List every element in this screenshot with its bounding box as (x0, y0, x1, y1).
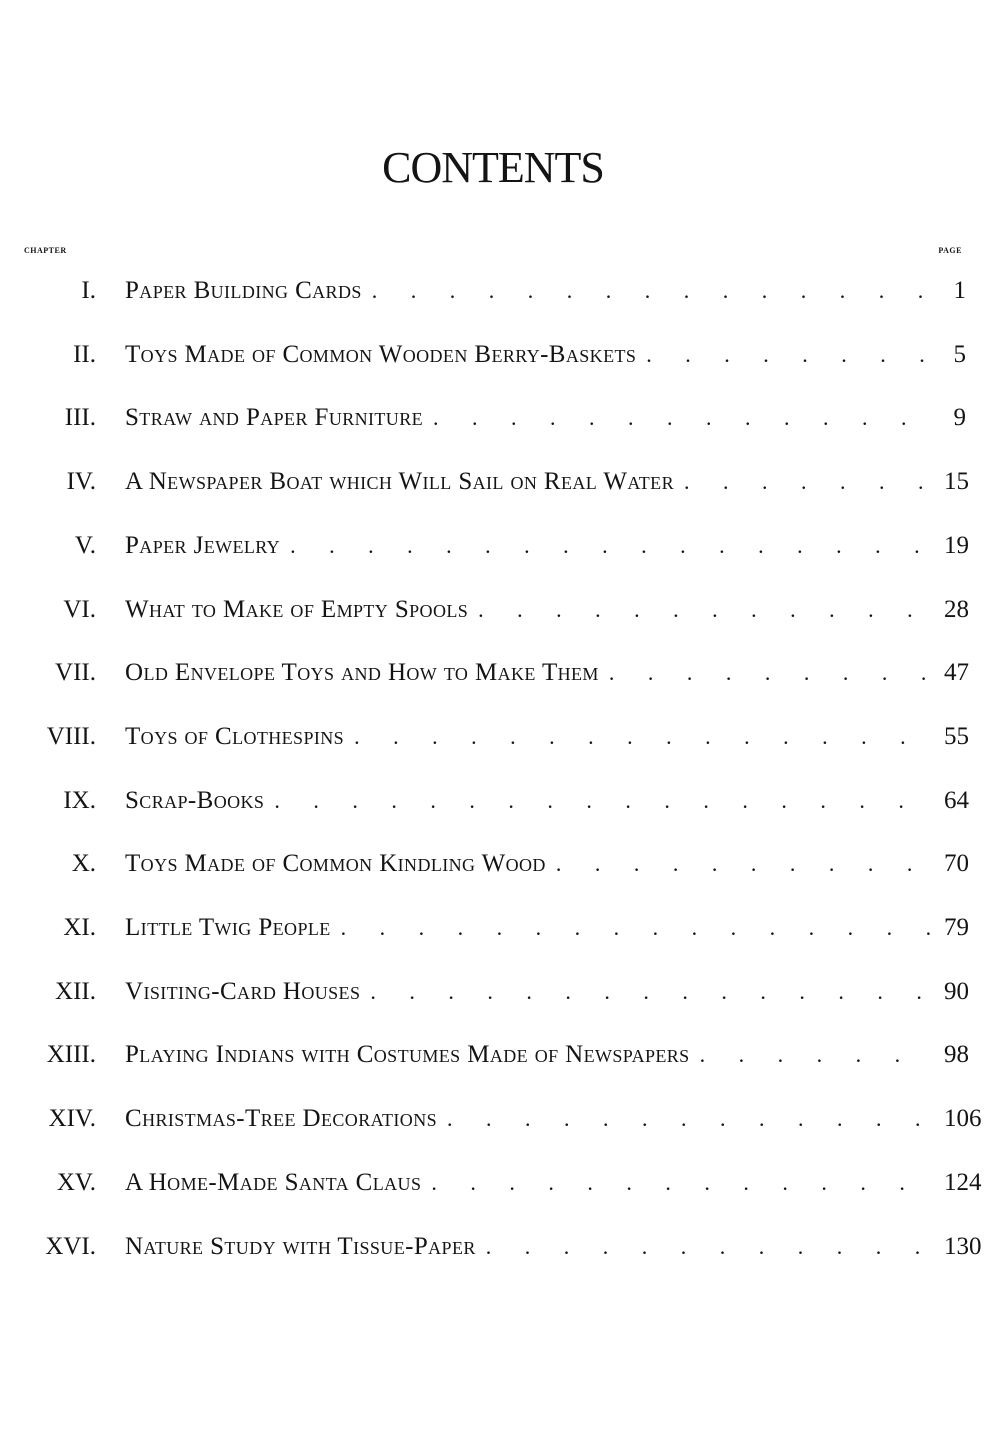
chapter-column-header: chapter (24, 242, 67, 256)
page-number: 19 (944, 531, 969, 559)
page-number: 130 (944, 1232, 982, 1260)
toc-entry-line (125, 781, 969, 821)
toc-entry (0, 1035, 1000, 1075)
dot-leader (609, 653, 934, 693)
chapter-number: VI. (63, 595, 96, 623)
toc-entry-line (125, 1099, 982, 1139)
toc-entry-line (125, 398, 966, 438)
dot-leader (372, 271, 934, 311)
chapter-number: XIII. (46, 1041, 96, 1069)
page-column-header: page (938, 242, 962, 256)
page-title: CONTENTS (382, 143, 604, 192)
chapter-title: Nature Study with Tissue-Paper (125, 1232, 476, 1260)
toc-entry-line (125, 1035, 969, 1075)
chapter-title: Toys of Clothespins (125, 722, 345, 750)
toc-entry-line (125, 717, 969, 757)
toc-entry (0, 908, 1000, 948)
toc-entry (0, 462, 1000, 502)
page-number: 106 (944, 1105, 982, 1133)
toc-entry (0, 526, 1000, 566)
page-number: 55 (944, 722, 969, 750)
chapter-title: Straw and Paper Furniture (125, 404, 424, 432)
chapter-title: A Home-Made Santa Claus (125, 1168, 422, 1196)
toc-entry-line (125, 462, 969, 502)
page-number: 47 (944, 659, 969, 687)
toc-entry-line (125, 972, 969, 1012)
chapter-title: Visiting-Card Houses (125, 977, 361, 1005)
chapter-number: XV. (56, 1168, 96, 1196)
toc-entry (0, 1227, 1000, 1267)
page-number: 9 (953, 404, 966, 432)
toc-entry (0, 398, 1000, 438)
chapter-title: A Newspaper Boat which Will Sail on Real Water (125, 468, 674, 496)
chapter-number: XIV. (48, 1105, 96, 1133)
chapter-number: VIII. (46, 722, 96, 750)
toc-entry (0, 653, 1000, 693)
chapter-number: X. (71, 850, 96, 878)
toc-entry (0, 271, 1000, 311)
page-number: 90 (944, 977, 969, 1005)
chapter-number: V. (74, 531, 96, 559)
chapter-title: What to Make of Empty Spools (125, 595, 469, 623)
toc-entry (0, 1163, 1000, 1203)
toc-entry-line (125, 526, 969, 566)
dot-leader (486, 1227, 934, 1267)
toc-entry (0, 1099, 1000, 1139)
toc-entry (0, 781, 1000, 821)
chapter-number: XI. (63, 914, 96, 941)
toc-entry-line (125, 844, 969, 884)
chapter-title: Toys Made of Common Kindling Wood (125, 850, 546, 878)
chapter-number: II. (73, 340, 96, 368)
chapter-title: Toys Made of Common Wooden Berry-Baskets (125, 340, 637, 368)
dot-leader (341, 908, 934, 948)
chapter-title: Little Twig People (125, 914, 331, 941)
page-number: 5 (953, 340, 966, 368)
dot-leader (478, 590, 934, 630)
chapter-title: Old Envelope Toys and How to Make Them (125, 659, 599, 687)
chapter-title: Paper Building Cards (125, 277, 362, 304)
dot-leader (646, 335, 934, 375)
chapter-number: XII. (55, 977, 96, 1005)
dot-leader (431, 1163, 934, 1203)
chapter-title: Paper Jewelry (125, 531, 281, 559)
dot-leader (290, 526, 934, 566)
dot-leader (447, 1099, 934, 1139)
toc-entry-line (125, 590, 969, 630)
dot-leader (354, 717, 934, 757)
dot-leader (700, 1035, 934, 1075)
chapter-number: VII. (55, 659, 96, 687)
dot-leader (556, 844, 934, 884)
chapter-number: III. (64, 404, 96, 432)
page-number: 98 (944, 1041, 969, 1069)
toc-entry-line (125, 271, 966, 311)
toc-entry (0, 590, 1000, 630)
chapter-number: IX. (63, 786, 96, 814)
toc-entry (0, 844, 1000, 884)
toc-entry (0, 972, 1000, 1012)
page-number: 15 (944, 468, 969, 496)
chapter-number: XVI. (45, 1232, 96, 1260)
dot-leader (370, 972, 934, 1012)
toc-entry (0, 717, 1000, 757)
chapter-title: Christmas-Tree Decorations (125, 1105, 437, 1133)
page-number: 70 (944, 850, 969, 878)
chapter-number: IV. (66, 468, 96, 496)
page-number: 28 (944, 595, 969, 623)
page-number: 79 (944, 914, 969, 941)
page-number: 1 (953, 277, 966, 304)
dot-leader (433, 398, 934, 438)
dot-leader (684, 462, 934, 502)
chapter-title: Playing Indians with Costumes Made of Newspapers (125, 1041, 690, 1069)
toc-entry-line (125, 335, 966, 375)
chapter-number: I. (81, 277, 96, 304)
toc-entry-line (125, 1227, 982, 1267)
page-number: 124 (944, 1168, 982, 1196)
dot-leader (274, 781, 934, 821)
toc-entry-line (125, 1163, 982, 1203)
toc-entry (0, 335, 1000, 375)
toc-entry-line (125, 908, 969, 948)
toc-entry-line (125, 653, 969, 693)
page-number: 64 (944, 786, 969, 814)
chapter-title: Scrap-Books (125, 786, 265, 814)
